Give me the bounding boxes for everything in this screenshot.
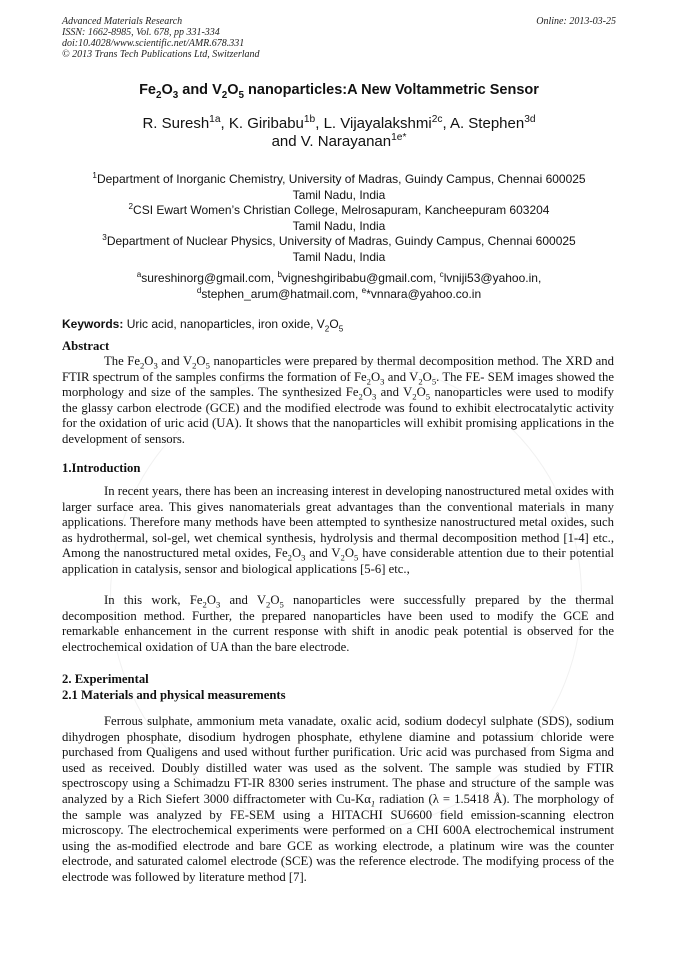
paper-title: $Fe_2O_3$ and $V_2O_5$ nanoparticles:A New Voltammetric Sensor <box>139 82 539 101</box>
email-link[interactable]: lvniji53@yahoo.in, <box>443 271 542 285</box>
introduction-paragraph-2: In this work, $Fe_2O_3$ and $V_2O_5$ nanoparticles were successfully prepared by the thermal decomposition method. Further, the prepared nanoparticles have been used to modify the GCE and remarkable enhancement in the current response with shift in anodic peak potential is observed for the electrochemical oxidation of UA than the bare electrode. <box>62 593 614 654</box>
affiliation-1: $^1$Department of Inorganic Chemistry, University of Madras, Guindy Campus, Chennai 600025 <box>92 171 586 186</box>
introduction-heading: 1.Introduction <box>62 461 141 475</box>
email-link[interactable]: stephen_arum@hatmail.com, <box>201 286 362 301</box>
experimental-heading: 2. Experimental <box>62 672 149 686</box>
abstract-heading: Abstract <box>62 339 110 353</box>
keywords: Keywords: Uric acid, nanoparticles, iron oxide, $V_2O_5$ <box>62 317 344 334</box>
online-date: Online: 2013-03-25 <box>536 16 616 27</box>
email-link[interactable]: sureshinorg@gmail.com, <box>141 271 278 285</box>
abstract-text: The $Fe_2O_3$ and $V_2O_5$ nanoparticles were prepared by thermal decomposition method. The XRD and FTIR spectrum of the samples confirms the formation of $Fe_2O_3$ and $V_2O_5$. The FE- SEM images showed the morphology and size of the samples. The synthesized $Fe_2O_3$ and $V_2O_5$ nanoparticles were used to modify the glassy carbon electrode (GCE) and the modified electrode was found to exhibit electrocatalytic activity for the oxidation of uric acid (UA). It shows that the nanoparticles will exhibit promising applications in the development of sensors. <box>62 354 614 446</box>
copyright: © 2013 Trans Tech Publications Ltd, Switzerland <box>62 49 260 60</box>
affiliations: $^1$Department of Inorganic Chemistry, University of Madras, Guindy Campus, Chennai 600025 Tamil Nadu, India $^2$CSI Ewart Women’s Christian College, Melrosapuram, Kancheepuram 603204 Tamil Nadu, India $^3$Department of Nuclear Physics, University of Madras, Guindy Campus, Chennai 600025 Tamil Nadu, India <box>40 172 638 265</box>
materials-paragraph: Ferrous sulphate, ammonium meta vanadate, oxalic acid, sodium dodecyl sulphate (SDS), sodium dihydrogen phosphate, disodium hydrogen phosphate, ethylene diamine and potassium chloride were purchased from Qualigens and used without further purification. Uric acid was purchased from Sigma and used as received. Doubly distilled water was used as the solvent. The sample was studied by FTIR spectroscopy using a Schimadzu FT-IR 8300 series instrument. The phase and structure of the sample was analyzed by a Rich Siefert 3000 diffractometer with $Cu-K\alpha_1$ radiation (λ = 1.5418 Å). The morphology of the sample was analyzed by FE-SEM using a HITACHI SU6600 field emission-scanning electron microscopy. The electrochemical experiments were performed on a CHI 600A electrochemical instrument using the as-modified electrode and bare GCE as working electrode, a platinum wire was the counter electrode, and saturated calomel electrode (SCE) was the reference electrode. The modifying process of the electrode was followed by literature method [7]. <box>62 714 615 884</box>
doi[interactable]: doi:10.4028/www.scientific.net/AMR.678.331 <box>62 38 245 49</box>
affiliation-3: $^3$Department of Nuclear Physics, University of Madras, Guindy Campus, Chennai 600025 <box>102 233 576 248</box>
email-link[interactable]: *vnnara@yahoo.co.in <box>366 286 482 301</box>
email-link[interactable]: vigneshgiribabu@gmail.com, <box>282 271 440 285</box>
introduction-paragraph-1: In recent years, there has been an increasing interest in developing nanostructured metal oxides with larger surface area. This gives nanomaterials great advantages than the conventional materials in many applications. Therefore many methods have been attempted to synthesize nanostructured metal oxides, such as hydrothermal, sol-gel, wet chemical synthesis, hydrolysis and thermal decomposition method [1-4] etc., Among the nanostructured metal oxides, $Fe_2O_3$ and $V_2O_5$ have considerable attention due to their potential application in catalysis, sensor and biological applications [5-6] etc., <box>62 484 614 576</box>
affiliation-2: $^2$CSI Ewart Women’s Christian College, Melrosapuram, Kancheepuram 603204 <box>128 202 550 217</box>
materials-subheading: 2.1 Materials and physical measurements <box>62 688 286 702</box>
journal-header <box>62 16 260 60</box>
author-list: R. Suresh$^{1a}$, K. Giribabu$^{1b}$, L. Vijayalakshmi$^{2c}$, A. Stephen$^{3d}$ and V. Narayanan$^{1e*}$ <box>142 114 536 150</box>
journal-name: Advanced Materials Research <box>62 16 183 27</box>
author-emails: $^a$sureshinorg@gmail.com, $^b$vigneshgiribabu@gmail.com, $^c$lvniji53@yahoo.in, $^d$stephen_arum@hatmail.com, $^e$*vnnara@yahoo.co.in <box>136 270 542 301</box>
issn: ISSN: 1662-8985, Vol. 678, pp 331-334 <box>62 27 220 38</box>
